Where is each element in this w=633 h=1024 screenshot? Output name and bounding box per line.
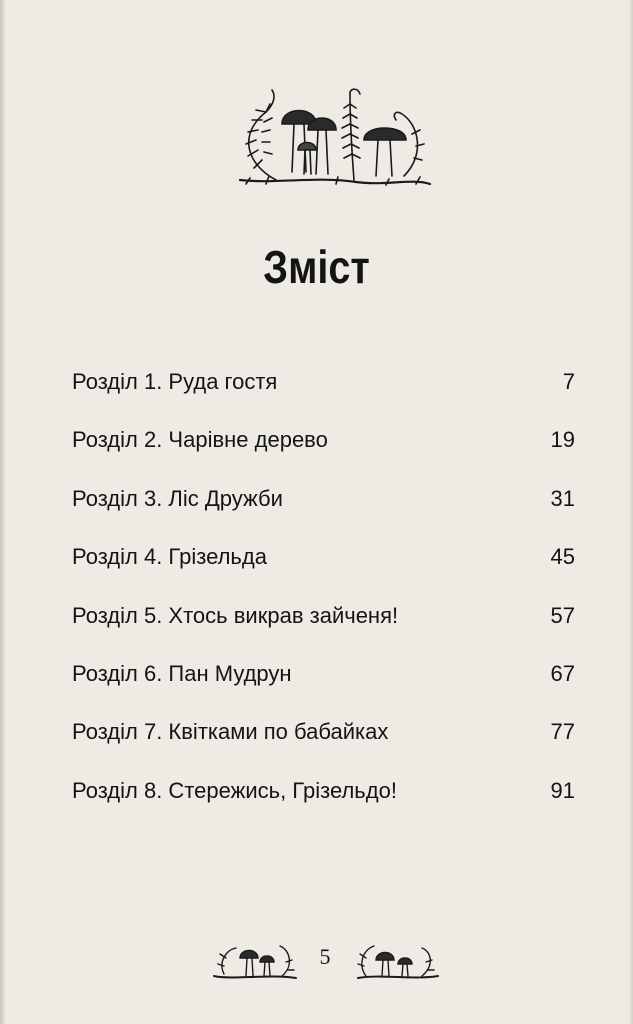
toc-page-number: 7: [562, 369, 575, 394]
mushroom-cluster-icon: [210, 936, 300, 984]
toc-page-number: 77: [550, 719, 575, 745]
toc-page-number: 45: [550, 544, 575, 570]
toc-page-number: 67: [550, 660, 575, 686]
toc-chapter-title: Розділ 3. Ліс Дружби: [72, 485, 283, 511]
toc-entry: [72, 537, 575, 595]
toc-page-number: 57: [550, 602, 575, 628]
toc-chapter-title: Розділ 1. Руда гостя: [72, 369, 278, 394]
toc-entry: [72, 654, 575, 712]
table-of-contents: [72, 362, 575, 829]
toc-chapter-title: Розділ 8. Стережись, Грізельдо!: [72, 777, 397, 803]
mushroom-cluster-icon: [356, 936, 440, 984]
toc-entry: [72, 712, 575, 770]
toc-page-number: 19: [550, 427, 575, 453]
page-edge-shadow-left: [0, 0, 6, 1024]
toc-entry: [72, 596, 575, 654]
page-title: Зміст: [263, 241, 370, 293]
toc-entry: [72, 420, 575, 478]
toc-chapter-title: Розділ 4. Грізельда: [72, 544, 267, 570]
page-edge-shadow-right: [629, 0, 633, 1024]
toc-chapter-title: Розділ 7. Квітками по бабайках: [72, 719, 389, 745]
toc-page-number: 91: [550, 777, 575, 803]
toc-entry: [72, 771, 575, 829]
mushroom-fern-icon: [236, 84, 432, 188]
toc-chapter-title: Розділ 5. Хтось викрав зайченя!: [72, 602, 399, 628]
page-number: 5: [319, 944, 331, 969]
toc-chapter-title: Розділ 6. Пан Мудрун: [72, 660, 292, 686]
page-footer: [0, 930, 633, 990]
toc-entry: [72, 362, 575, 420]
toc-chapter-title: Розділ 2. Чарівне дерево: [72, 427, 328, 453]
toc-page-number: 31: [550, 485, 575, 511]
toc-entry: [72, 479, 575, 537]
